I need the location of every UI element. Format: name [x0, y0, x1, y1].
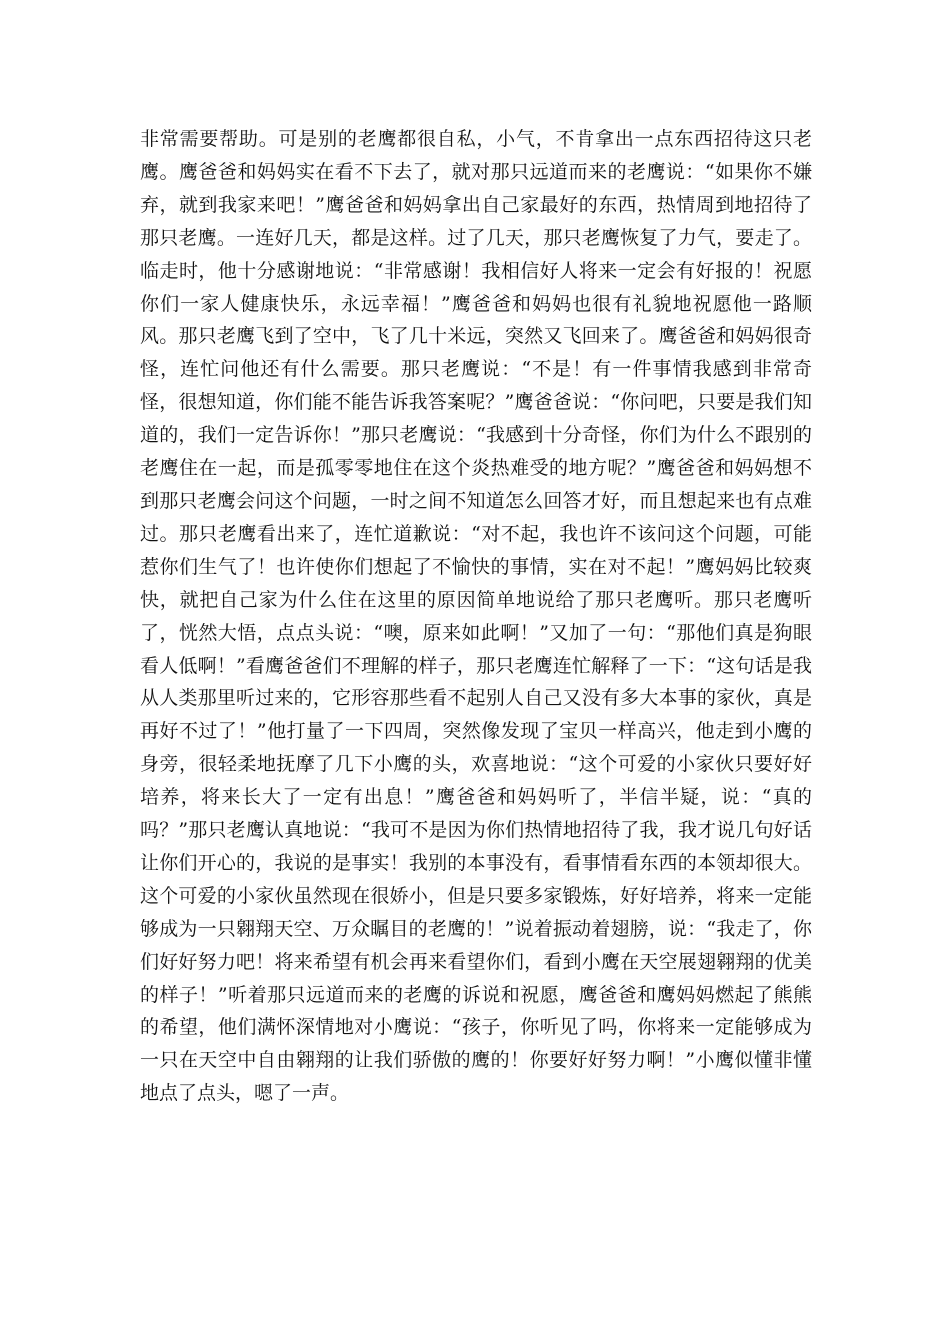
story-paragraph: 非常需要帮助。可是别的老鹰都很自私，小气，不肯拿出一点东西招待这只老鹰。鹰爸爸和妈妈实在看不下去了，就对那只远道而来的老鹰说：“如果你不嫌弃，就到我家来吧！”鹰爸爸和妈妈拿出自己家最好的东西，热情周到地招待了那只老鹰。一连好几天，都是这样。过了几天，那只老鹰恢复了力气，要走了。临走时，他十分感谢地说：“非常感谢！我相信好人将来一定会有好报的！祝愿你们一家人健康快乐，永远幸福！”鹰爸爸和妈妈也很有礼貌地祝愿他一路顺风。那只老鹰飞到了空中，飞了几十米远，突然又飞回来了。鹰爸爸和妈妈很奇怪，连忙问他还有什么需要。那只老鹰说：“不是！有一件事情我感到非常奇怪，很想知道，你们能不能告诉我答案呢？”鹰爸爸说：“你问吧，只要是我们知道的，我们一定告诉你！”那只老鹰说：“我感到十分奇怪，你们为什么不跟别的老鹰住在一起，而是孤零零地住在这个炎热难受的地方呢？”鹰爸爸和妈妈想不到那只老鹰会问这个问题，一时之间不知道怎么回答才好，而且想起来也有点难过。那只老鹰看出来了，连忙道歉说：“对不起，我也许不该问这个问题，可能惹你们生气了！也许使你们想起了不愉快的事情，实在对不起！”鹰妈妈比较爽快，就把自己家为什么住在这里的原因简单地说给了那只老鹰听。那只老鹰听了，恍然大悟，点点头说：“噢，原来如此啊！”又加了一句：“那他们真是狗眼看人低啊！”看鹰爸爸们不理解的样子，那只老鹰连忙解释了一下：“这句话是我从人类那里听过来的，它形容那些看不起别人自己又没有多大本事的家伙，真是再好不过了！”他打量了一下四周，突然像发现了宝贝一样高兴，他走到小鹰的身旁，很轻柔地抚摩了几下小鹰的头，欢喜地说：“这个可爱的小家伙只要好好培养，将来长大了一定有出息！”鹰爸爸和妈妈听了，半信半疑，说：“真的吗？”那只老鹰认真地说：“我可不是因为你们热情地招待了我，我才说几句好话让你们开心的，我说的是事实！我别的本事没有，看事情看东西的本领却很大。这个可爱的小家伙虽然现在很娇小，但是只要多家锻炼，好好培养，将来一定能够成为一只翱翔天空、万众瞩目的老鹰的！”说着振动着翅膀，说：“我走了，你们好好努力吧！将来希望有机会再来看望你们，看到小鹰在天空展翅翱翔的优美的样子！”听着那只远道而来的老鹰的诉说和祝愿，鹰爸爸和鹰妈妈燃起了熊熊的希望，他们满怀深情地对小鹰说：“孩子，你听见了吗，你将来一定能够成为一只在天空中自由翱翔的让我们骄傲的鹰的！你要好好努力啊！”小鹰似懂非懂地点了点头，嗯了一声。 — [140, 128, 812, 1105]
